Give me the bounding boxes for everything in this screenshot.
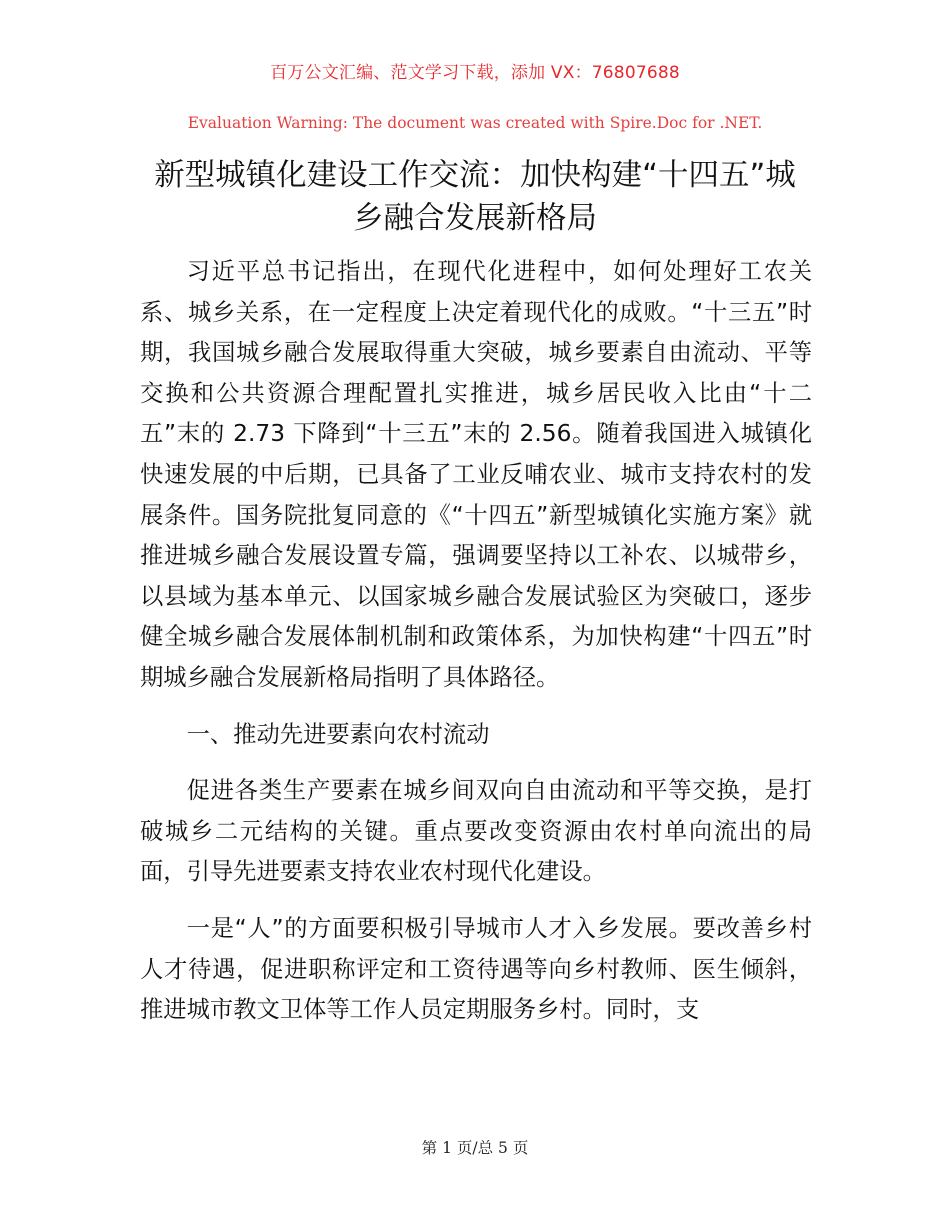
document-body [140, 252, 812, 1047]
page-footer: 第 1 页/总 5 页 [421, 1139, 529, 1157]
header-banner: 百万公文汇编、范文学习下载，添加 VX：76807688 [270, 63, 680, 83]
paragraph-talent: 一是“人”的方面要积极引导城市人才入乡发展。要改善乡村人才待遇，促进职称评定和工资待遇等向乡村教师、医生倾斜，推进城市教文卫体等工作人员定期服务乡村。同时，支 [140, 914, 812, 1024]
paragraph-intro: 习近平总书记指出，在现代化进程中，如何处理好工农关系、城乡关系，在一定程度上决定着现代化的成败。“十三五”时期，我国城乡融合发展取得重大突破，城乡要素自由流动、平等交换和公共资源合理配置扎实推进，城乡居民收入比由“十二五”末的 2.73 下降到“十三五”末的 2.56。随着我国进入城镇化快速发展的中后期，已具备了工业反哺农业、城市支持农村的发展条件。国务院批复同意的《“十四五”新型城镇化实施方案》就推进城乡融合发展设置专篇，强调要坚持以工补农、以城带乡，以县域为基本单元、以国家城乡融合发展试验区为突破口，逐步健全城乡融合发展体制机制和政策体系，为加快构建“十四五”时期城乡融合发展新格局指明了具体路径。 [140, 258, 812, 691]
section-heading: 一、推动先进要素向农村流动 [186, 720, 490, 748]
paragraph-factors: 促进各类生产要素在城乡间双向自由流动和平等交换，是打破城乡二元结构的关键。重点要改变资源由农村单向流出的局面，引导先进要素支持农业农村现代化建设。 [140, 777, 812, 886]
document-title: 新型城镇化建设工作交流：加快构建“十四五”城乡融合发展新格局 [154, 158, 796, 236]
evaluation-warning: Evaluation Warning: The document was created with Spire.Doc for .NET. [187, 114, 763, 132]
